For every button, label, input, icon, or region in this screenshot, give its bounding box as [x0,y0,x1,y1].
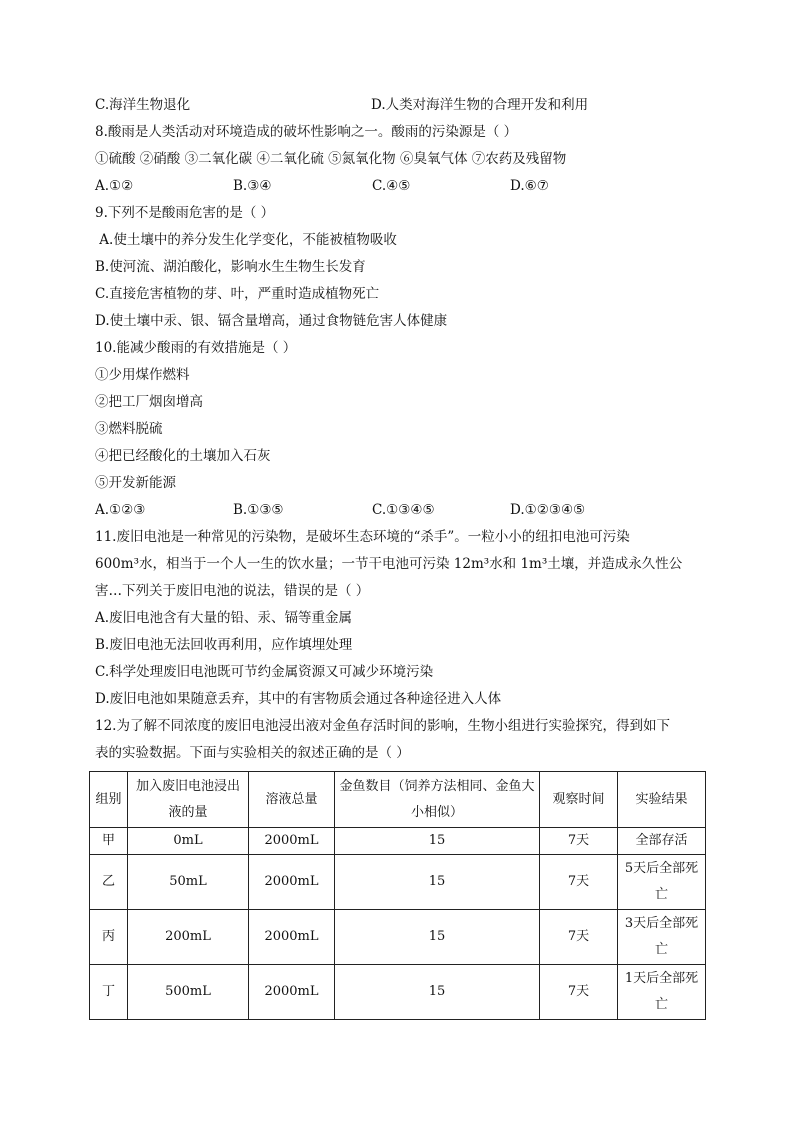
cell-leachate: 500mL [128,965,249,1020]
q12-stem-line-1: 12.为了解不同浓度的废旧电池浸出液对金鱼存活时间的影响，生物小组进行实验探究，得到如下 [95,718,670,734]
cell-fish: 15 [335,965,540,1020]
cell-group: 丁 [90,965,128,1020]
q8-option-c: C.④⑤ [372,178,411,194]
q8-items: ①硫酸 ②硝酸 ③二氧化碳 ④二氧化硫 ⑤氮氧化物 ⑥臭氧气体 ⑦农药及残留物 [95,151,567,167]
q9-option-c: C.直接危害植物的芽、叶，严重时造成植物死亡 [95,286,380,302]
q10-item-3: ③燃料脱硫 [95,421,163,437]
cell-volume: 2000mL [249,828,335,855]
cell-leachate: 50mL [128,855,249,910]
cell-fish: 15 [335,828,540,855]
table-row [90,965,706,1020]
cell-volume: 2000mL [249,965,335,1020]
q8-stem: 8.酸雨是人类活动对环境造成的破坏性影响之一。酸雨的污染源是（ ） [95,124,518,140]
q10-options [95,500,695,520]
q11-stem-line-1: 11.废旧电池是一种常见的污染物，是破坏生态环境的“杀手”。一粒小小的纽扣电池可污染 [95,529,630,545]
cell-leachate: 0mL [128,828,249,855]
cell-time: 7天 [540,855,618,910]
cell-time: 7天 [540,828,618,855]
cell-leachate: 200mL [128,910,249,965]
q11-option-a: A.废旧电池含有大量的铅、汞、镉等重金属 [95,610,353,626]
q8-option-b: B.③④ [233,178,272,194]
q10-item-2: ②把工厂烟囱增高 [95,394,203,410]
experiment-table [89,771,706,1020]
q7-option-d: D.人类对海洋生物的合理开发和利用 [371,97,589,113]
cell-volume: 2000mL [249,910,335,965]
header-result: 实验结果 [618,772,706,828]
q11-option-d: D.废旧电池如果随意丢弃，其中的有害物质会通过各种途径进入人体 [95,691,502,707]
cell-result: 3天后全部死亡 [618,910,706,965]
q11-stem-line-2: 600m³水，相当于一个人一生的饮水量；一节干电池可污染 12m³水和 1m³土壤，并造成永久性公 [95,556,683,572]
q8-options [95,176,695,196]
header-leachate-amount: 加入废旧电池浸出液的量 [128,772,249,828]
q11-option-b: B.废旧电池无法回收再利用，应作填埋处理 [95,637,353,653]
q9-option-d: D.使土壤中汞、银、镉含量增高，通过食物链危害人体健康 [95,313,448,329]
cell-result: 全部存活 [618,828,706,855]
q7-option-c: C.海洋生物退化 [95,97,191,113]
cell-fish: 15 [335,910,540,965]
q10-item-5: ⑤开发新能源 [95,475,176,491]
q10-option-a: A.①②③ [95,502,146,518]
q12-stem-line-2: 表的实验数据。下面与实验相关的叙述正确的是（ ） [95,745,410,761]
cell-group: 甲 [90,828,128,855]
table-row [90,855,706,910]
q11-stem-line-3: 害…下列关于废旧电池的说法，错误的是（ ） [95,583,370,599]
header-total-volume: 溶液总量 [249,772,335,828]
cell-time: 7天 [540,910,618,965]
q10-stem: 10.能减少酸雨的有效措施是（ ） [95,340,297,356]
q11-option-c: C.科学处理废旧电池既可节约金属资源又可减少环境污染 [95,664,434,680]
q9-stem: 9.下列不是酸雨危害的是（ ） [95,205,275,221]
header-observe-time: 观察时间 [540,772,618,828]
q10-option-b: B.①③⑤ [233,502,284,518]
q10-option-c: C.①③④⑤ [372,502,435,518]
header-fish-count: 金鱼数目（饲养方法相同、金鱼大小相似） [335,772,540,828]
cell-result: 1天后全部死亡 [618,965,706,1020]
cell-fish: 15 [335,855,540,910]
q10-item-1: ①少用煤作燃料 [95,367,190,383]
table-row [90,910,706,965]
q8-option-d: D.⑥⑦ [510,178,549,194]
cell-time: 7天 [540,965,618,1020]
q8-option-a: A.①② [95,178,134,194]
cell-group: 丙 [90,910,128,965]
table-header-row [90,772,706,828]
q10-item-4: ④把已经酸化的土壤加入石灰 [95,448,271,464]
cell-volume: 2000mL [249,855,335,910]
q9-option-b: B.使河流、湖泊酸化，影响水生生物生长发育 [95,259,366,275]
table-row [90,828,706,855]
header-group: 组别 [90,772,128,828]
q10-option-d: D.①②③④⑤ [510,502,586,518]
cell-group: 乙 [90,855,128,910]
cell-result: 5天后全部死亡 [618,855,706,910]
q9-option-a: A.使土壤中的养分发生化学变化，不能被植物吸收 [95,232,397,248]
